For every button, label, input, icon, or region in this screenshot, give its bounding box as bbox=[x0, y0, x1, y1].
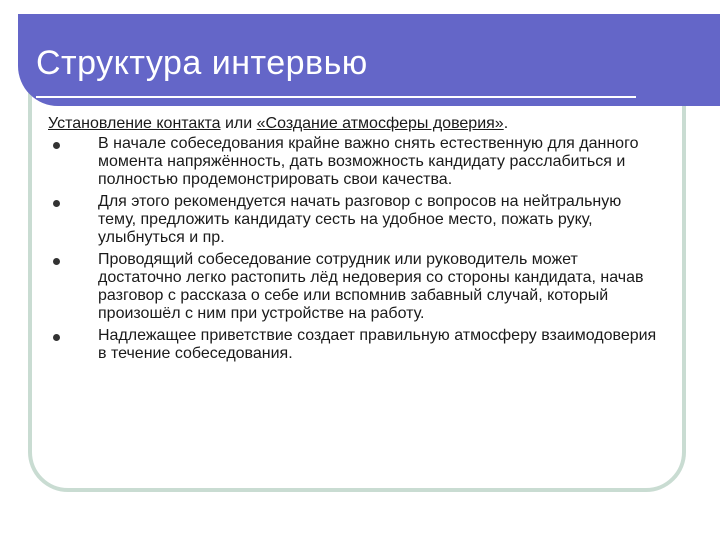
slide-content bbox=[48, 114, 668, 367]
intro-period: . bbox=[503, 115, 509, 132]
bullet-list bbox=[48, 135, 668, 363]
bullet-dot-icon bbox=[53, 334, 60, 341]
bullet-text: Надлежащее приветствие создает правильную атмосферу взаимодоверия в течение собеседования. bbox=[98, 327, 657, 362]
bullet-text: Проводящий собеседование сотрудник или руководитель может достаточно легко растопить лёд недоверия со стороны кандидата, начав разговор с рассказа о себе или вспомнив забавный случай, который произошёл с ним при устройстве на работу. bbox=[98, 251, 644, 322]
bullet-item bbox=[48, 251, 668, 323]
bullet-item bbox=[48, 193, 668, 247]
intro-line bbox=[48, 114, 668, 133]
intro-term-1: Установление контакта bbox=[48, 115, 221, 132]
bullet-item bbox=[48, 327, 668, 363]
slide-title: Структура интервью bbox=[36, 44, 368, 82]
intro-term-2: «Создание атмосферы доверия» bbox=[256, 115, 504, 132]
header-band-edge bbox=[682, 14, 720, 106]
bullet-text: В начале собеседования крайне важно снять естественную для данного момента напряжённость, дать возможность кандидату расслабиться и полностью продемонстрировать свои качества. bbox=[98, 135, 639, 188]
title-divider bbox=[36, 96, 636, 98]
bullet-text: Для этого рекомендуется начать разговор с вопросов на нейтральную тему, предложить кандидату сесть на удобное место, пожать руку, улыбнуться и пр. bbox=[98, 193, 622, 246]
intro-connector: или bbox=[220, 115, 257, 132]
bullet-dot-icon bbox=[53, 258, 60, 265]
bullet-dot-icon bbox=[53, 200, 60, 207]
bullet-dot-icon bbox=[53, 142, 60, 149]
bullet-item bbox=[48, 135, 668, 189]
